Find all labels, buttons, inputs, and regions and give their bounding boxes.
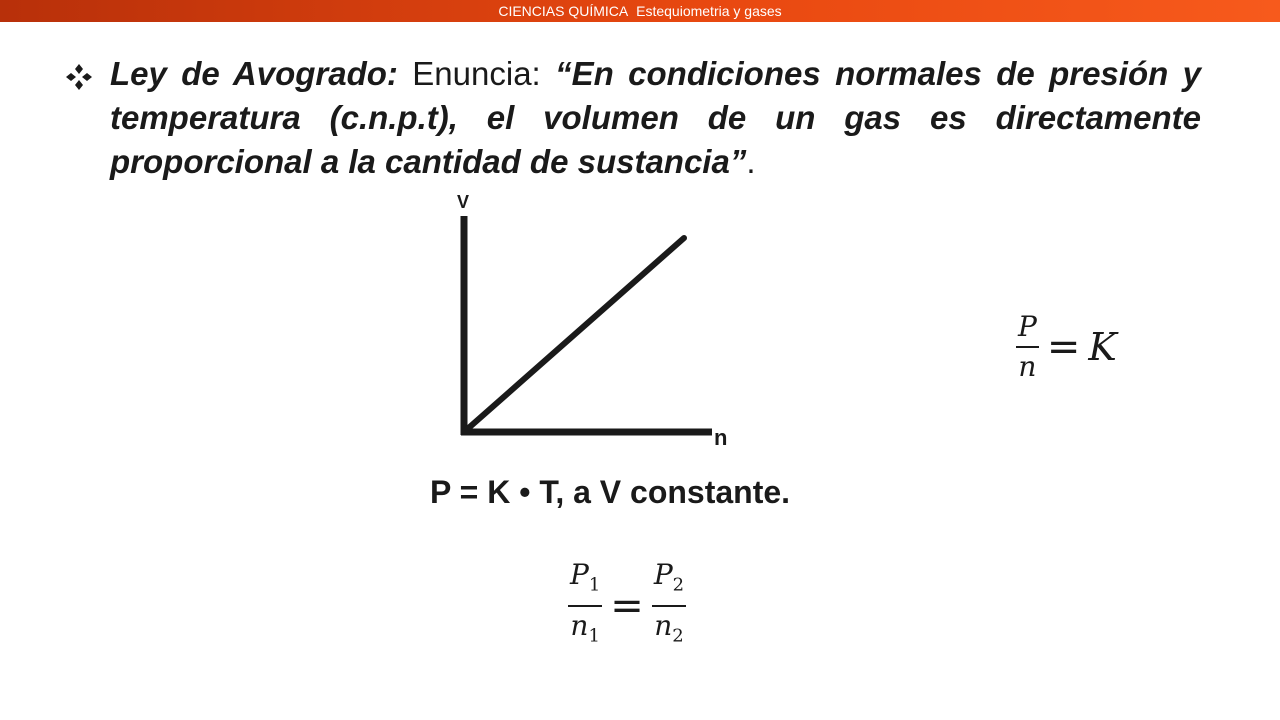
volume-vs-moles-graph bbox=[440, 186, 740, 456]
law-name: Ley de Avogrado: bbox=[110, 55, 398, 92]
fraction-bar bbox=[568, 605, 602, 607]
formula-ratio-equality bbox=[568, 558, 686, 653]
statement-end: . bbox=[746, 143, 756, 180]
y-axis-label: V bbox=[457, 192, 470, 212]
x-axis-label: n bbox=[714, 425, 728, 450]
formula-p-over-n bbox=[1016, 310, 1117, 384]
proportional-line bbox=[464, 238, 684, 432]
fraction-bar bbox=[1016, 346, 1039, 348]
right-denominator: $n_2$ bbox=[654, 608, 684, 647]
equals-sign: = bbox=[610, 582, 644, 629]
constant: K bbox=[1088, 325, 1117, 369]
diamond-bullet-icon bbox=[64, 62, 94, 92]
fraction bbox=[1016, 310, 1039, 384]
statement-quote: “En condiciones normales de presión y temperatura (c.n.p.t), el volumen de un gas es directamente proporcional a la cantidad de sustancia” bbox=[110, 55, 1201, 180]
header-topic: Estequiometria y gases bbox=[636, 3, 782, 19]
fraction-bar bbox=[652, 605, 686, 607]
equals-sign: = bbox=[1046, 324, 1081, 370]
left-numerator: $P_1$ bbox=[570, 558, 601, 596]
header-bar bbox=[0, 0, 1280, 22]
header-subject: CIENCIAS QUÍMICA bbox=[498, 3, 629, 19]
law-statement bbox=[110, 52, 1201, 184]
right-fraction bbox=[652, 558, 686, 653]
law-text: P = K • T, a V constante. bbox=[430, 474, 791, 510]
right-numerator: $P_2$ bbox=[653, 558, 685, 596]
denominator: n bbox=[1018, 350, 1037, 383]
statement-intro: Enuncia: bbox=[412, 55, 541, 92]
left-fraction bbox=[568, 558, 602, 653]
left-denominator: $n_1$ bbox=[570, 608, 600, 647]
numerator: P bbox=[1018, 310, 1037, 343]
